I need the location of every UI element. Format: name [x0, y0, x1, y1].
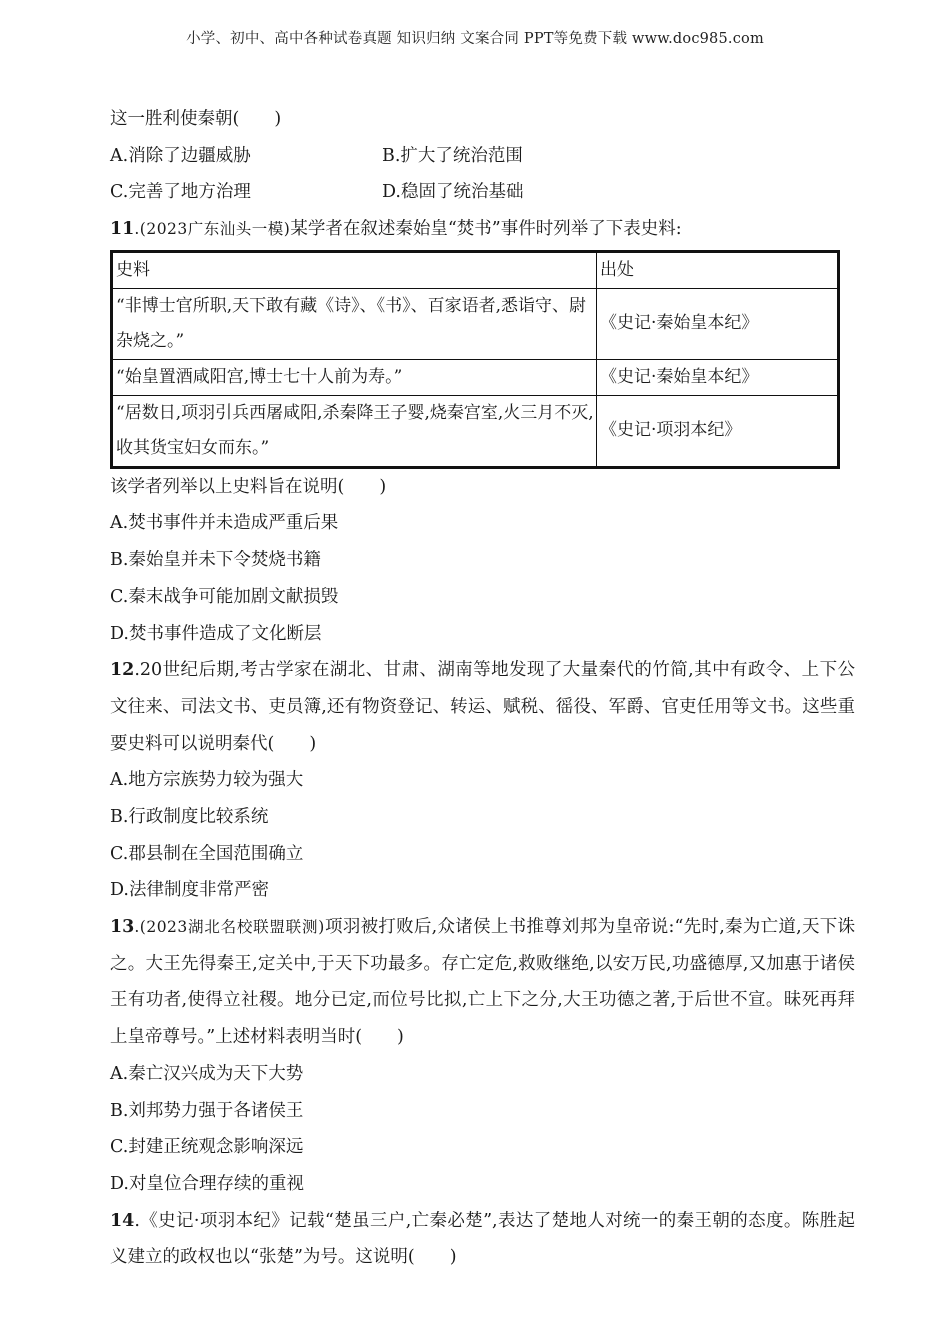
table-row — [112, 395, 839, 467]
page-header: 小学、初中、高中各种试卷真题 知识归纳 文案合同 PPT等免费下载 www.doc985.com — [186, 31, 764, 47]
table-cell-source: 《史记·秦始皇本纪》 — [597, 288, 839, 359]
q13-option-c: C.封建正统观念影响深远 — [110, 1137, 304, 1158]
q10-option-b: B.扩大了统治范围 — [382, 145, 523, 166]
q13-option-d: D.对皇位合理存续的重视 — [110, 1173, 304, 1194]
q13-stem — [110, 909, 855, 1056]
table-header-source: 出处 — [597, 251, 839, 288]
q13-option-a: A.秦亡汉兴成为天下大势 — [110, 1063, 304, 1084]
q11-source-table — [110, 250, 840, 469]
q14-number: 14 — [110, 1210, 135, 1231]
q11-number: 11 — [110, 219, 135, 240]
q11-stem — [110, 211, 855, 248]
q12-option-a: A.地方宗族势力较为强大 — [110, 770, 304, 791]
table-cell-quote: “居数日,项羽引兵西屠咸阳,杀秦降王子婴,烧秦宫室,火三月不灭,收其货宝妇女而东。” — [112, 395, 597, 467]
q12-stem — [110, 652, 855, 762]
q14-stem — [110, 1203, 855, 1276]
table-row — [112, 288, 839, 359]
q13-number: 13 — [110, 917, 135, 938]
q11-option-a: A.焚书事件并未造成严重后果 — [110, 513, 339, 534]
q12-option-c: C.郡县制在全国范围确立 — [110, 843, 304, 864]
table-cell-source: 《史记·秦始皇本纪》 — [597, 359, 839, 395]
q11-option-b: B.秦始皇并未下令焚烧书籍 — [110, 550, 321, 571]
q13-source: .(2023湖北名校联盟联测) — [134, 918, 325, 937]
q12-stem-text: .20世纪后期,考古学家在湖北、甘肃、湖南等地发现了大量秦代的竹简,其中有政令、上下公文往来、司法文书、吏员簿,还有物资登记、转运、赋税、徭役、军爵、官吏任用等文书。这些重要史料可以说明秦代( ) — [110, 660, 855, 754]
q12-option-d: D.法律制度非常严密 — [110, 880, 269, 901]
table-header-quote: 史料 — [112, 251, 597, 288]
q11-source: .(2023广东汕头一模) — [134, 220, 291, 239]
table-header-row — [112, 251, 839, 288]
q13-stem-text: 项羽被打败后,众诸侯上书推尊刘邦为皇帝说:“先时,秦为亡道,天下诛之。大王先得秦王,定关中,于天下功最多。存亡定危,救败继绝,以安万民,功盛德厚,又加惠于诸侯王有功者,使得立社稷。地分已定,而位号比拟,亡上下之分,大王功德之著,于后世不宣。昧死再拜上皇帝尊号。”上述材料表明当时( ) — [110, 917, 856, 1048]
q10-option-a: A.消除了边疆威胁 — [110, 145, 251, 166]
q10-options-row-1 — [110, 138, 855, 175]
q14-stem-text: .《史记·项羽本纪》记载“楚虽三户,亡秦必楚”,表达了楚地人对统一的秦王朝的态度。陈胜起义建立的政权也以“张楚”为号。这说明( ) — [110, 1210, 855, 1268]
q10-option-d: D.稳固了统治基础 — [382, 182, 524, 203]
q11-question: 该学者列举以上史料旨在说明( ) — [110, 476, 387, 497]
q11-option-d: D.焚书事件造成了文化断层 — [110, 623, 322, 644]
question-content — [110, 101, 855, 1276]
q10-option-c: C.完善了地方治理 — [110, 182, 251, 203]
table-cell-quote: “始皇置酒咸阳宫,博士七十人前为寿。” — [112, 359, 597, 395]
table-row — [112, 359, 839, 395]
table-cell-quote: “非博士官所职,天下敢有藏《诗》、《书》、百家语者,悉诣守、尉杂烧之。” — [112, 288, 597, 359]
q10-options-row-2 — [110, 174, 855, 211]
q12-option-b: B.行政制度比较系统 — [110, 806, 269, 827]
q11-stem-text: 某学者在叙述秦始皇“焚书”事件时列举了下表史料: — [290, 219, 682, 240]
q11-option-c: C.秦末战争可能加剧文献损毁 — [110, 586, 339, 607]
q13-option-b: B.刘邦势力强于各诸侯王 — [110, 1100, 304, 1121]
table-cell-source: 《史记·项羽本纪》 — [597, 395, 839, 467]
q12-number: 12 — [110, 660, 135, 681]
q10-stem-tail: 这一胜利使秦朝( ) — [110, 109, 282, 129]
